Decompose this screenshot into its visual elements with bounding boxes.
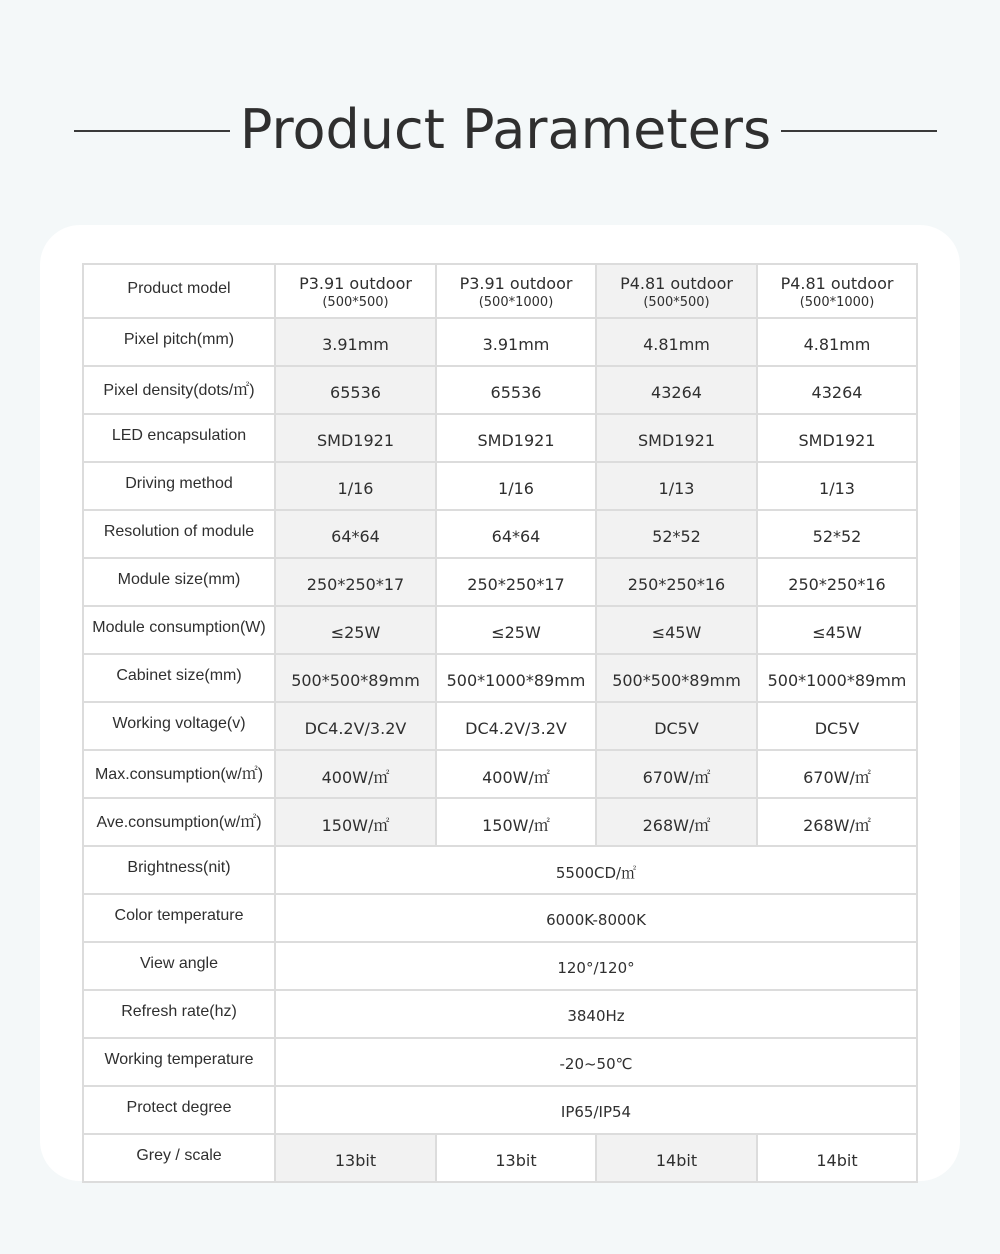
row-label: Module consumption(W) (83, 606, 275, 654)
span-value-cell: 120°/120° (275, 942, 917, 990)
value-cell: SMD1921 (275, 414, 436, 462)
value-cell: 150W/㎡ (436, 798, 596, 846)
value-cell: 268W/㎡ (596, 798, 757, 846)
row-label: Resolution of module (83, 510, 275, 558)
value-cell: 3.91mm (275, 318, 436, 366)
model-cell (275, 264, 436, 318)
table-row (83, 414, 917, 462)
value-cell: ≤25W (436, 606, 596, 654)
value-cell: 43264 (757, 366, 917, 414)
value-cell: 4.81mm (757, 318, 917, 366)
parameters-table-body (83, 264, 917, 1182)
value-cell: 500*500*89mm (275, 654, 436, 702)
span-value-cell: 5500CD/㎡ (275, 846, 917, 894)
value-cell: 3.91mm (436, 318, 596, 366)
value-cell: 13bit (436, 1134, 596, 1182)
value-cell: 250*250*16 (596, 558, 757, 606)
table-row (83, 798, 917, 846)
model-name: P3.91 outdoor (299, 274, 412, 293)
value-cell: 64*64 (275, 510, 436, 558)
span-value-cell: IP65/IP54 (275, 1086, 917, 1134)
row-label: View angle (83, 942, 275, 990)
row-label: Ave.consumption(w/㎡) (83, 798, 275, 846)
table-row (83, 654, 917, 702)
span-value-cell: 6000K-8000K (275, 894, 917, 942)
value-cell: 52*52 (596, 510, 757, 558)
table-row (83, 846, 917, 894)
page-title: Product Parameters (239, 98, 772, 161)
value-cell: SMD1921 (596, 414, 757, 462)
table-row (83, 1086, 917, 1134)
table-row (83, 750, 917, 798)
table-row (83, 366, 917, 414)
value-cell: ≤45W (596, 606, 757, 654)
value-cell: 400W/㎡ (436, 750, 596, 798)
row-label: Pixel density(dots/㎡) (83, 366, 275, 414)
value-cell: SMD1921 (436, 414, 596, 462)
row-label: Module size(mm) (83, 558, 275, 606)
table-row (83, 264, 917, 318)
value-cell: 4.81mm (596, 318, 757, 366)
table-row (83, 606, 917, 654)
table-row (83, 942, 917, 990)
value-cell: 1/13 (596, 462, 757, 510)
span-value-cell: 3840Hz (275, 990, 917, 1038)
value-cell: 1/13 (757, 462, 917, 510)
value-cell: ≤25W (275, 606, 436, 654)
value-cell: 64*64 (436, 510, 596, 558)
value-cell: DC5V (596, 702, 757, 750)
value-cell: 65536 (436, 366, 596, 414)
model-size: (500*500) (643, 295, 710, 310)
value-cell: 150W/㎡ (275, 798, 436, 846)
row-label: LED encapsulation (83, 414, 275, 462)
title-rule-right (781, 130, 937, 132)
model-name: P3.91 outdoor (459, 274, 573, 293)
row-label: Protect degree (83, 1086, 275, 1134)
value-cell: 250*250*16 (757, 558, 917, 606)
row-label: Brightness(nit) (83, 846, 275, 894)
value-cell: DC4.2V/3.2V (275, 702, 436, 750)
table-row (83, 894, 917, 942)
value-cell: 65536 (275, 366, 436, 414)
table-row (83, 510, 917, 558)
model-name: P4.81 outdoor (780, 274, 894, 293)
model-size: (500*1000) (478, 295, 554, 310)
table-row (83, 702, 917, 750)
model-cell (596, 264, 757, 318)
span-value-cell: -20~50℃ (275, 1038, 917, 1086)
value-cell: 1/16 (436, 462, 596, 510)
value-cell: 52*52 (757, 510, 917, 558)
title-rule-left (74, 130, 230, 132)
table-row (83, 1134, 917, 1182)
table-row (83, 990, 917, 1038)
row-label: Pixel pitch(mm) (83, 318, 275, 366)
row-label: Grey / scale (83, 1134, 275, 1182)
model-cell (436, 264, 596, 318)
row-label: Driving method (83, 462, 275, 510)
model-cell (757, 264, 917, 318)
parameters-table (82, 263, 918, 1183)
model-name: P4.81 outdoor (620, 274, 733, 293)
value-cell: 670W/㎡ (596, 750, 757, 798)
value-cell: 500*500*89mm (596, 654, 757, 702)
model-size: (500*500) (322, 295, 389, 310)
value-cell: ≤45W (757, 606, 917, 654)
table-row (83, 462, 917, 510)
row-label: Working voltage(v) (83, 702, 275, 750)
value-cell: 1/16 (275, 462, 436, 510)
value-cell: DC4.2V/3.2V (436, 702, 596, 750)
value-cell: DC5V (757, 702, 917, 750)
value-cell: SMD1921 (757, 414, 917, 462)
value-cell: 500*1000*89mm (436, 654, 596, 702)
table-row (83, 1038, 917, 1086)
page-header (0, 92, 1000, 172)
row-label: Max.consumption(w/㎡) (83, 750, 275, 798)
value-cell: 14bit (596, 1134, 757, 1182)
value-cell: 670W/㎡ (757, 750, 917, 798)
row-label: Product model (83, 264, 275, 318)
value-cell: 500*1000*89mm (757, 654, 917, 702)
row-label: Refresh rate(hz) (83, 990, 275, 1038)
value-cell: 268W/㎡ (757, 798, 917, 846)
value-cell: 250*250*17 (275, 558, 436, 606)
value-cell: 14bit (757, 1134, 917, 1182)
value-cell: 400W/㎡ (275, 750, 436, 798)
table-row (83, 558, 917, 606)
value-cell: 13bit (275, 1134, 436, 1182)
row-label: Working temperature (83, 1038, 275, 1086)
model-size: (500*1000) (799, 295, 875, 310)
value-cell: 250*250*17 (436, 558, 596, 606)
table-row (83, 318, 917, 366)
row-label: Color temperature (83, 894, 275, 942)
row-label: Cabinet size(mm) (83, 654, 275, 702)
value-cell: 43264 (596, 366, 757, 414)
parameters-card (40, 225, 960, 1181)
